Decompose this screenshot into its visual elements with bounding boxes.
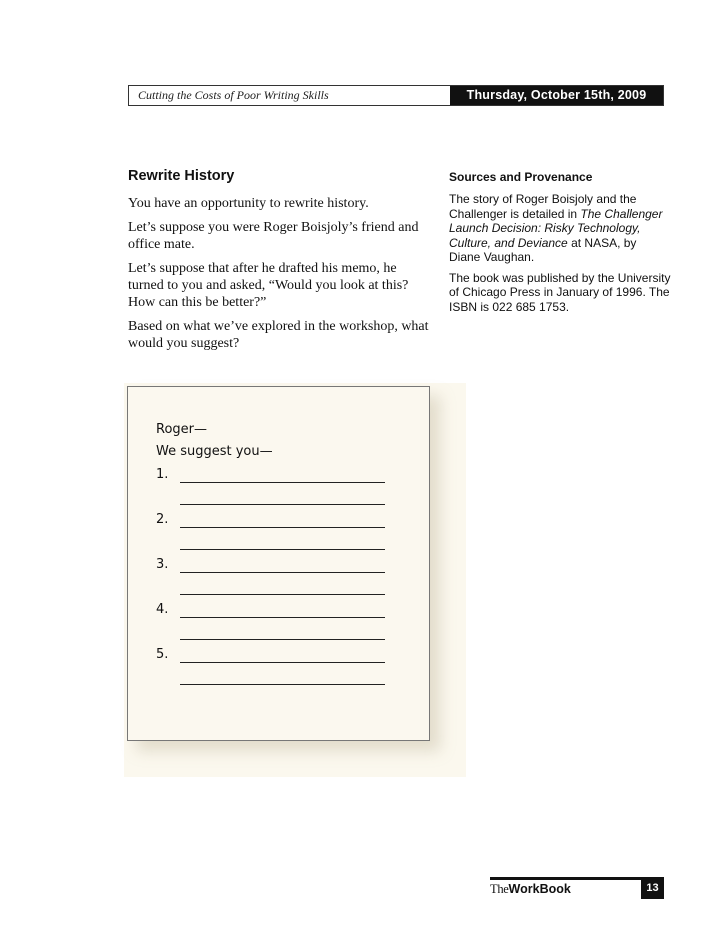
header-date: Thursday, October 15th, 2009 xyxy=(450,86,663,105)
note-greeting: Roger— xyxy=(156,422,207,437)
answer-line xyxy=(180,504,385,505)
answer-line xyxy=(180,527,385,528)
footer-brand xyxy=(490,882,571,897)
item-number-1: 1. xyxy=(156,467,169,482)
item-number-4: 4. xyxy=(156,602,169,617)
sidebar-text-before: The story of Roger Boisjoly and the Challenger is detailed in xyxy=(449,192,637,221)
running-header xyxy=(128,85,664,106)
section-heading: Rewrite History xyxy=(128,168,235,184)
main-column xyxy=(128,168,433,359)
body-paragraph-3: Let’s suppose that after he drafted his memo, he turned to you and asked, “Would you look at this? How can this be better?” xyxy=(128,261,409,310)
sidebar-column xyxy=(449,170,671,320)
footer-rule xyxy=(490,877,664,880)
header-title: Cutting the Costs of Poor Writing Skills xyxy=(138,88,329,102)
answer-line xyxy=(180,684,385,685)
brand-prefix: The xyxy=(490,882,509,896)
sidebar-paragraph-2: The book was published by the University of Chicago Press in January of 1996. The ISBN is 022 685 1753. xyxy=(449,270,671,314)
answer-line xyxy=(180,617,385,618)
note-intro: We suggest you— xyxy=(156,444,273,459)
body-paragraph-1: You have an opportunity to rewrite history. xyxy=(128,196,369,211)
item-number-5: 5. xyxy=(156,647,169,662)
answer-line xyxy=(180,549,385,550)
body-paragraph-2: Let’s suppose you were Roger Boisjoly’s friend and office mate. xyxy=(128,220,419,252)
memo-note xyxy=(127,386,430,741)
answer-line xyxy=(180,594,385,595)
page-number: 13 xyxy=(641,877,664,899)
answer-line xyxy=(180,639,385,640)
item-number-2: 2. xyxy=(156,512,169,527)
body-paragraph-4: Based on what we’ve explored in the workshop, what would you suggest? xyxy=(128,319,429,351)
answer-line xyxy=(180,482,385,483)
sidebar-text-after: at NASA, by Diane Vaughan. xyxy=(449,235,637,264)
answer-line xyxy=(180,662,385,663)
brand-name: WorkBook xyxy=(508,882,571,896)
item-number-3: 3. xyxy=(156,557,169,572)
book-title: The Challenger Launch Decision: Risky Technology, Culture, and Deviance xyxy=(449,206,663,250)
sidebar-heading: Sources and Provenance xyxy=(449,170,593,184)
answer-line xyxy=(180,572,385,573)
sidebar-paragraph-1 xyxy=(449,192,671,265)
